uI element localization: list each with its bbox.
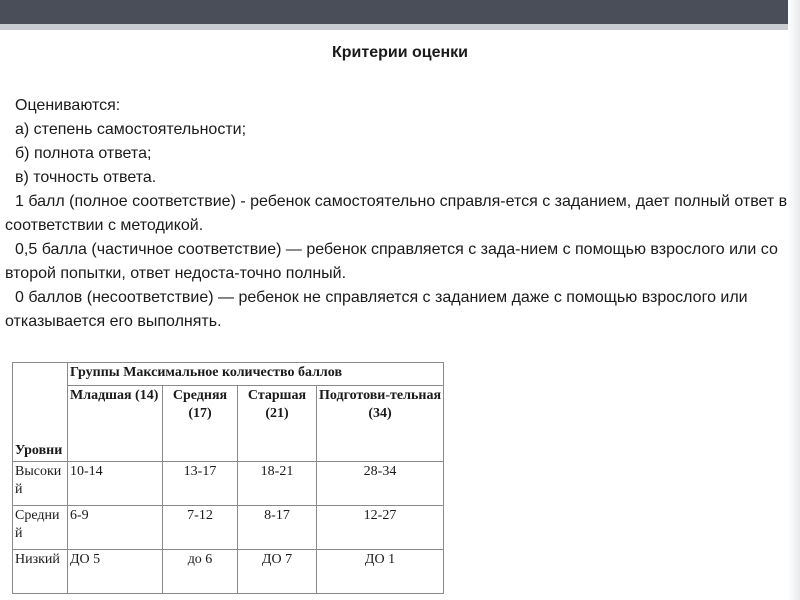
levels-table: [12, 362, 444, 594]
table-row: [13, 506, 444, 550]
table-cell: ДО 1: [317, 550, 444, 594]
slide-top-divider: [0, 24, 800, 30]
criteria-item-a: а) степень самостоятельности;: [15, 121, 247, 138]
table-cell: 12-27: [317, 506, 444, 550]
table-cell: 8-17: [238, 506, 317, 550]
score-none: 0 баллов (несоответствие) — ребенок не справляется с заданием даже с помощью взрослого или отказывается его выполнять.: [5, 289, 748, 330]
criteria-item-v: в) точность ответа.: [15, 169, 157, 186]
column-header: Младшая (14): [68, 386, 163, 462]
table-cell: 7-12: [163, 506, 238, 550]
table-subheader-row: [13, 386, 444, 462]
table-group-header: Группы Максимальное количество баллов: [68, 363, 444, 386]
criteria-intro: Оцениваются:: [15, 97, 121, 114]
row-level-label: Средний: [13, 506, 68, 550]
table-cell: 10-14: [68, 462, 163, 506]
criteria-text: [5, 94, 795, 334]
table-cell: 18-21: [238, 462, 317, 506]
column-header: Средняя (17): [163, 386, 238, 462]
page-title: Критерии оценки: [331, 44, 468, 61]
table-cell: ДО 7: [238, 550, 317, 594]
table-corner-cell: Уровни: [13, 363, 68, 462]
table-cell: 6-9: [68, 506, 163, 550]
table-cell: 13-17: [163, 462, 238, 506]
table-cell: до 6: [163, 550, 238, 594]
table-cell: 28-34: [317, 462, 444, 506]
table-cell: ДО 5: [68, 550, 163, 594]
row-level-label: Низкий: [13, 550, 68, 594]
slide-top-bar: [0, 0, 800, 24]
table-header-row: [13, 363, 444, 386]
row-level-label: Высокий: [13, 462, 68, 506]
table-row: [13, 462, 444, 506]
column-header: Подготови-тельная (34): [317, 386, 444, 462]
criteria-item-b: б) полнота ответа;: [15, 145, 152, 162]
score-partial: 0,5 балла (частичное соответствие) — ребенок справляется с зада-нием с помощью взрослого или со второй попытки, ответ недоста-точно полный.: [5, 241, 778, 282]
column-header: Старшая (21): [238, 386, 317, 462]
score-full: 1 балл (полное соответствие) - ребенок самостоятельно справля-ется с заданием, дает полный ответ в соответствии с методикой.: [5, 193, 788, 234]
table-row: [13, 550, 444, 594]
